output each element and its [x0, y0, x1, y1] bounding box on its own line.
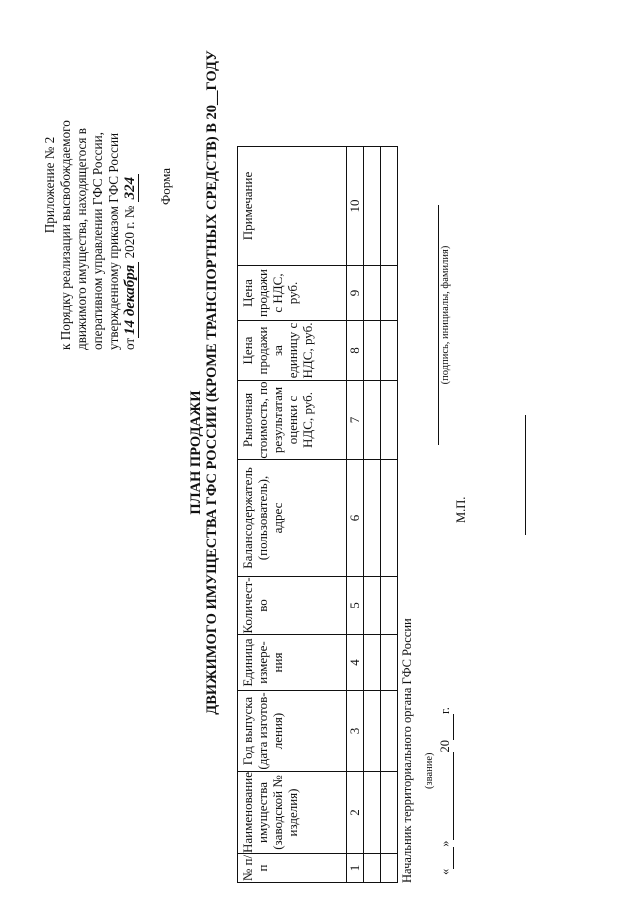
signature-line	[438, 205, 439, 445]
table-cell	[364, 772, 381, 854]
table-cell	[381, 266, 398, 321]
date-year-suffix: г.	[438, 707, 452, 714]
date-open-quote: «	[438, 868, 452, 875]
date-year-prefix: 20	[438, 740, 452, 753]
table-cell	[364, 577, 381, 635]
table-cell	[364, 266, 381, 321]
column-header: Балансодержатель (пользователь), адрес	[238, 460, 347, 577]
appendix-line: движимого имущества, находящегося в	[74, 128, 89, 350]
title-line-1: ПЛАН ПРОДАЖИ	[188, 390, 204, 515]
column-header: Рыночная стоимость, по результатам оценки с НДС, руб.	[238, 381, 347, 460]
table-cell	[364, 381, 381, 460]
column-number: 1	[347, 854, 364, 883]
appendix-line: утвержденному приказом ГФС России	[106, 132, 121, 350]
column-number: 2	[347, 772, 364, 854]
sales-plan-table	[237, 146, 398, 883]
table-row	[364, 147, 381, 883]
rank-caption: (звание)	[424, 752, 435, 789]
title-line-2: ДВИЖИМОГО ИМУЩЕСТВА ГФС РОССИИ (КРОМЕ ТРАНСПОРТНЫХ СРЕДСТВ) В 20__ГОДУ	[204, 50, 220, 715]
table-cell	[364, 854, 381, 883]
column-number: 8	[347, 321, 364, 381]
column-number: 3	[347, 691, 364, 772]
table-cell	[364, 321, 381, 381]
table-row	[381, 147, 398, 883]
column-number: 6	[347, 460, 364, 577]
appendix-line: к Порядку реализации высвобождаемого	[58, 120, 73, 350]
table-cell	[381, 460, 398, 577]
order-ot: от	[122, 337, 137, 350]
column-header: Примечание	[238, 147, 347, 266]
table-header-row	[238, 147, 347, 883]
column-number: 7	[347, 381, 364, 460]
order-number-handwritten: 324	[122, 174, 139, 203]
stamp-place: М.П.	[454, 496, 468, 523]
date-close-quote: »	[438, 840, 452, 847]
column-header: Количест-во	[238, 577, 347, 635]
column-number: 9	[347, 266, 364, 321]
table-cell	[364, 147, 381, 266]
table-cell	[364, 460, 381, 577]
table-cell	[364, 691, 381, 772]
order-year: 2020 г. №	[122, 205, 137, 259]
column-header: Год выпуска (дата изготов-ления)	[238, 691, 347, 772]
table-cell	[381, 321, 398, 381]
appendix-title: Приложение № 2	[42, 136, 57, 234]
table-cell	[381, 691, 398, 772]
column-number: 5	[347, 577, 364, 635]
extra-line	[525, 415, 526, 535]
signer-position: Начальник территориального органа ГФС России	[400, 618, 414, 883]
form-label: Форма	[158, 168, 173, 205]
table-cell	[364, 635, 381, 691]
column-header: Единица измере-ния	[238, 635, 347, 691]
signature-date	[438, 707, 454, 875]
document-title	[188, 0, 220, 905]
column-number: 10	[347, 147, 364, 266]
table-cell	[381, 635, 398, 691]
signature-caption: (подпись, инициалы, фамилия)	[440, 245, 451, 385]
appendix-line: оперативном управлении ГФС России,	[90, 132, 105, 350]
order-date-handwritten: 14 декабря	[122, 262, 139, 338]
appendix-block	[42, 20, 138, 350]
appendix-order-line	[122, 20, 138, 350]
column-header: Цена продажи с НДС, руб.	[238, 266, 347, 321]
table-cell	[381, 381, 398, 460]
table-cell	[381, 147, 398, 266]
column-header: Наименование имущества (заводской № изделия)	[238, 772, 347, 854]
table-cell	[381, 772, 398, 854]
column-header: № п/п	[238, 854, 347, 883]
table-number-row	[347, 147, 364, 883]
table-cell	[381, 577, 398, 635]
column-header: Цена продажи за единицу с НДС, руб.	[238, 321, 347, 381]
column-number: 4	[347, 635, 364, 691]
table-cell	[381, 854, 398, 883]
